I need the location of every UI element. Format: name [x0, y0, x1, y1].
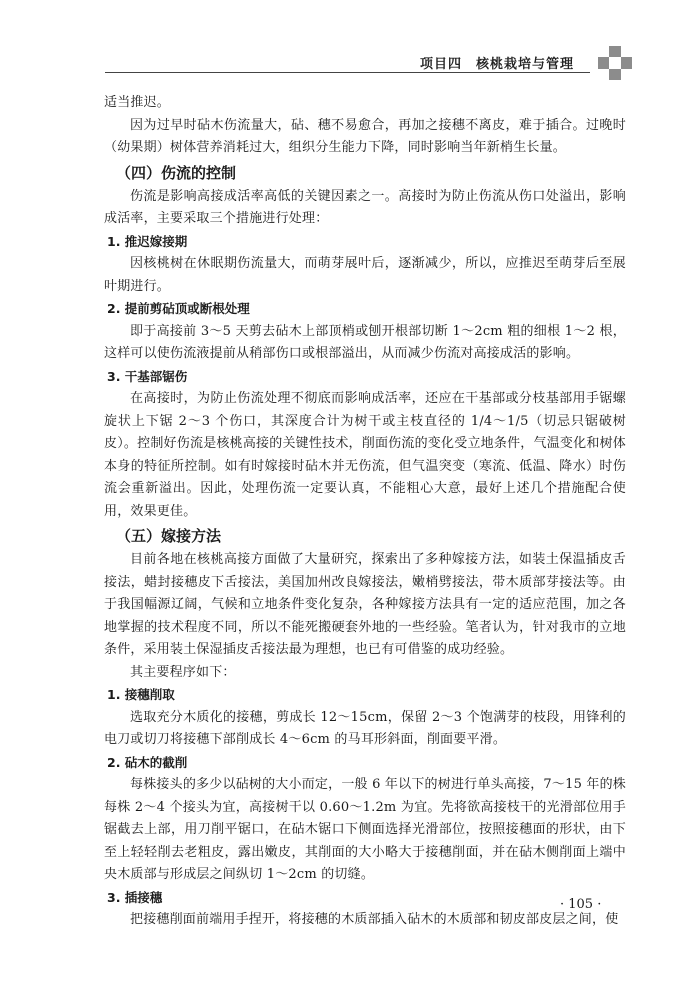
paragraph: 目前各地在核桃高接方面做了大量研究，探索出了多种嫁接方法，如装土保温插皮舌接法，蜡封接穗皮下舌接法，美国加州改良嫁接法，嫩梢劈接法，带木质部芽接法等。由于我国幅源辽阔，气候和立地条件变化复杂，各种嫁接方法具有一定的适应范围，加之各地掌握的技术程度不同，所以不能死搬硬套外地的一些经验。笔者认为，针对我市的立地条件，采用装土保湿插皮舌接法最为理想，也已有可借鉴的成功经验。 — [104, 552, 626, 657]
subsection-heading: 2. 提前剪砧顶或断根处理 — [107, 301, 250, 316]
paragraph: 选取充分木质化的接穗，剪成长 12～15cm，保留 2～3 个饱满芽的枝段，用锋利的电刀或切刀将接穗下部削成长 4～6cm 的马耳形斜面，削面要平滑。 — [104, 709, 626, 747]
header-rule — [105, 72, 590, 73]
paragraph: 适当推迟。 — [104, 95, 171, 110]
subsection-heading: 1. 推迟嫁接期 — [107, 233, 188, 249]
corner-logo-icon — [598, 46, 632, 80]
subsection-heading: 1. 接穗削取 — [107, 687, 175, 702]
paragraph: 其主要程序如下： — [130, 664, 236, 680]
page-number: · 105 · — [560, 897, 602, 912]
paragraph: 把接穗削面前端用手捏开，将接穗的木质部插入砧木的木质部和韧皮部皮层之间，使 — [130, 912, 619, 927]
subsection-heading: 3. 干基部锯伤 — [107, 368, 188, 384]
section-heading: （四）伤流的控制 — [116, 163, 237, 182]
section-heading: （五）嫁接方法 — [116, 527, 222, 545]
paragraph: 因为过早时砧木伤流量大，砧、穗不易愈合，再加之接穗不离皮，难于插合。过晚时（幼果期）树体营养消耗过大，组织分生能力下降，同时影响当年新梢生长量。 — [104, 117, 626, 155]
page-body — [104, 92, 626, 932]
subsection-heading: 3. 插接穗 — [107, 889, 163, 905]
paragraph: 即于高接前 3～5 天剪去砧木上部顶梢或刨开根部切断 1～2cm 粗的细根 1～2 根，这样可以使伤流液提前从稍部伤口或根部溢出，从而减少伤流对高接成活的影响。 — [104, 323, 627, 361]
running-header-title: 项目四 核桃栽培与管理 — [420, 57, 575, 72]
paragraph: 因核桃树在休眠期伤流量大，而萌芽展叶后，逐渐减少，所以，应推迟至萌芽后至展叶期进行。 — [104, 256, 626, 294]
paragraph: 在高接时，为防止伤流处理不彻底而影响成活率，还应在干基部或分枝基部用手锯螺旋状上下锯 2～3 个伤口，其深度合计为树干或主枝直径的 1/4～1/5（切忌只锯破树皮）。控制好伤流是核桃高接的关键性技术，削面伤流的变化受立地条件，气温变化和树体本身的特征所控制。如有时嫁接时砧木并无伤流，但气温突变（寒流、低温、降水）时伤流会重新溢出。因此，处理伤流一定要认真，不能粗心大意，最好上述几个措施配合使用，效果更佳。 — [104, 391, 626, 519]
subsection-heading: 2. 砧木的截削 — [107, 754, 188, 770]
paragraph: 每株接头的多少以砧树的大小而定，一般 6 年以下的树进行单头高接，7～15 年的株每株 2～4 个接头为宜，高接树干以 0.60～1.2m 为宜。先将欲高接枝干的光滑部位用手锯截去上部，用刀削平锯口，在砧木锯口下侧面选择光滑部位，按照接穗面的形状，由下至上轻轻削去老粗皮，露出嫩皮，其削面的大小略大于接穗削面，并在砧木侧削面上端中央木质部与形成层之间纵切 1～2cm 的切缝。 — [104, 777, 626, 882]
paragraph: 伤流是影响高接成活率高低的关键因素之一。高接时为防止伤流从伤口处溢出，影响成活率，主要采取三个措施进行处理： — [104, 188, 626, 226]
